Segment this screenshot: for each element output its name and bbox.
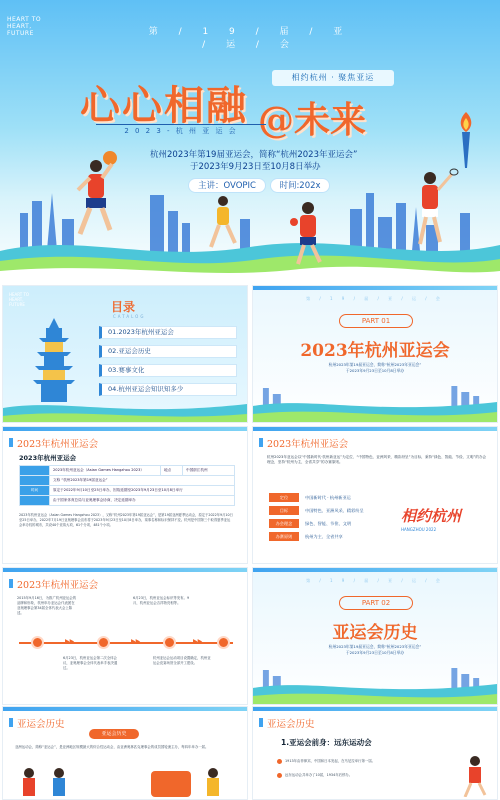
logo-subtext: HANGZHOU 2022 — [401, 527, 437, 532]
timeline-dot — [163, 636, 176, 649]
arrow-right-icon: ▶▶ — [131, 638, 141, 645]
table-cell — [20, 496, 50, 506]
slide-topbar — [253, 568, 497, 572]
table-cell: 由于国家体育总局与亚奥理事会协商，决定延期举办 — [50, 496, 235, 506]
slide-paragraph: 杭州2023年亚运会以“中国新时代·杭州新亚运”为定位、“中国特色、亚洲风采、精彩纷呈”为目标，秉持“绿色、智能、节俭、文明”的办会理念，坚持“杭州为主，全省共享”的办赛原则。 — [267, 455, 487, 465]
slide-topbar — [253, 707, 497, 711]
table-cell: 文称 “杭州2023年第19届亚运会” — [50, 476, 235, 486]
table-cell — [20, 466, 50, 476]
table-cell: 2023年杭州亚运会（Asian Games Hangzhou 2023） — [50, 466, 161, 476]
slide-topbar — [253, 286, 497, 290]
directory-subtitle: CATALOG — [113, 314, 146, 319]
badminton-player-illustration — [400, 168, 460, 248]
arrow-right-icon: ▶▶ — [65, 638, 75, 645]
heart-tagline-small: HEART TO HEART, FUTURE — [9, 292, 30, 307]
part-label: PART 01 — [339, 314, 413, 328]
goal-value: 中国新时代 · 杭州新亚运 — [305, 495, 351, 500]
timeline-text: 2015年9月16日，为推广杭州亚运会的品牌和形象，杭州申办亚运会代表团在亚奥理事会第34届全体代表大会上陈述。 — [17, 596, 77, 615]
slide-subtitle: 2023年杭州亚运会 — [19, 454, 77, 462]
slide-subtitle: 1.亚运会前身：远东运动会 — [281, 738, 372, 747]
arrow-right-icon: ▶▶ — [193, 638, 203, 645]
part-label: PART 02 — [339, 596, 413, 610]
timeline-dot — [217, 636, 230, 649]
slide-title: 亚运会历史 — [267, 716, 315, 730]
goal-value: 绿色、智能、节俭、文明 — [305, 521, 352, 526]
goal-key: 办赛原则 — [269, 532, 299, 541]
slide-history-intro[interactable] — [2, 706, 248, 800]
history-badge: 亚运会历史 — [89, 729, 139, 739]
slide-hangzhou-timeline[interactable] — [2, 567, 248, 705]
wave-decoration — [3, 394, 247, 422]
table-cell: 地点 — [161, 466, 183, 476]
edition-text: 第 / 1 9 / 届 / 亚 / 运 / 会 — [148, 27, 352, 50]
cover-title-main: 心心相融 — [80, 82, 248, 129]
torch-icon — [452, 110, 480, 170]
cover-subtitle: 2 0 2 3 - 杭 州 亚 运 会 — [96, 124, 266, 136]
edition-text-small: 第 / 1 9 / 届 / 亚 / 运 / 会 — [306, 578, 444, 583]
slide-title: 2023年杭州亚运会 — [267, 436, 348, 450]
logo-text: 相约杭州 — [401, 507, 462, 525]
slide-title: 2023年杭州亚运会 — [17, 577, 98, 591]
directory-item[interactable]: 04.杭州亚运会知识知多少 — [99, 383, 237, 396]
history-item: 远东运动会共举办了10届，1934年后停办。 — [277, 773, 447, 778]
slide-hangzhou-intro[interactable] — [2, 426, 248, 564]
slogan-tag: 相约杭州 · 聚焦亚运 — [272, 70, 394, 86]
slide-paragraph: 亚洲运动会，简称“亚运会”，是亚洲地区规模最大的综合性运动会，由亚洲奥林匹克理事会的成员国轮流主办，每四年举办一届。 — [15, 745, 209, 749]
timeline-text: 6月23日，杭州亚运会标识等发布。9月，杭州亚运会吉祥物亮相等。 — [133, 596, 190, 605]
slide-topbar — [3, 707, 247, 711]
slide-paragraph: 2023年杭州亚运会（Asian Games Hangzhou 2023），又称“杭州2023年第19届亚运会”，是第19届亚洲夏季运动会，原定于2022年9月10日至25日举办，2022年7月19日亚奥理事会宣布将于2023年9月23日至10月8日举办，赛事名称和标识保持不变。杭州是中国第三个取得夏季亚运会举办权的城市，共设40个竞赛大项，61个分项，481个小项。 — [19, 513, 233, 528]
info-table — [19, 465, 235, 506]
goal-row — [269, 506, 364, 515]
table-cell: 原定于2022年9月10日至25日举办，因故延期至2023年9月23日至10月8日举行 — [50, 486, 235, 496]
time-pill: 时间:202x — [270, 178, 330, 193]
runner-illustration — [205, 195, 239, 255]
slide-topbar — [3, 427, 247, 431]
slide-directory[interactable] — [2, 285, 248, 423]
goal-value: 中国特色、亚洲风采、精彩纷呈 — [305, 508, 364, 513]
directory-title: 目录 — [111, 300, 136, 314]
part-desc-line1: 杭州2023年第19届亚运会，简称“杭州2023年亚运会” — [328, 644, 422, 649]
table-cell — [20, 476, 50, 486]
goal-row — [269, 532, 343, 541]
skyline-wave-decoration — [253, 664, 497, 704]
goal-value: 杭州为主、全省共享 — [305, 534, 343, 539]
slide-part-01[interactable] — [252, 285, 498, 423]
cover-slide — [0, 0, 500, 283]
slide-topbar — [3, 568, 247, 572]
heart-tagline: HEART TO HEART, FUTURE — [7, 16, 42, 37]
timeline-dot — [97, 636, 110, 649]
table-cell: 中国浙江杭州 — [183, 466, 235, 476]
hangzhou-logo — [401, 505, 481, 539]
directory-item[interactable]: 03.赛事文化 — [99, 364, 237, 377]
table-tennis-player-illustration — [288, 200, 332, 266]
goal-row — [269, 493, 351, 502]
part-title: 亚运会历史 — [332, 623, 418, 643]
slide-title: 2023年杭州亚运会 — [17, 436, 98, 450]
cover-title-second: @未来 — [258, 99, 367, 141]
part-desc-line2: 于2023年9月23日至10月8日举办 — [345, 368, 405, 373]
timeline-text: 6月23日，杭州亚运会第二次全体会议，亚奥理事会全体代表举手表决通过。 — [63, 656, 118, 670]
cover-desc-line1: 杭州2023年第19届亚运会，简称“杭州2023年亚运会” — [150, 150, 358, 160]
athletes-illustration — [13, 765, 239, 800]
goal-key: 定位 — [269, 493, 299, 502]
cover-desc-line2: 于2023年9月23日至10月8日举办 — [190, 162, 321, 172]
athlete-illustration — [453, 753, 493, 797]
slide-title: 亚运会历史 — [17, 716, 65, 730]
host-pill: 主讲：OVOPIC — [188, 178, 266, 193]
goal-key: 办会理念 — [269, 519, 299, 528]
directory-item[interactable]: 02.亚运会历史 — [99, 345, 237, 358]
directory-item[interactable]: 01.2023年杭州亚运会 — [99, 326, 237, 339]
table-cell: 时间 — [20, 486, 50, 496]
history-item: 1913年由菲律宾、中国和日本发起，在马尼拉举行第一届。 — [277, 759, 447, 764]
timeline-text: 杭州亚运会运动项目设置确定，杭州亚运会竞赛场馆全部开工建设。 — [153, 656, 211, 665]
timeline-dot — [31, 636, 44, 649]
goal-key: 目标 — [269, 506, 299, 515]
slide-history-far-east[interactable] — [252, 706, 498, 800]
edition-text-small: 第 / 1 9 / 届 / 亚 / 运 / 会 — [306, 296, 444, 301]
part-title: 2023年杭州亚运会 — [300, 341, 450, 361]
basketball-player-illustration — [66, 150, 126, 240]
part-desc-line1: 杭州2023年第19届亚运会，简称“杭州2023年亚运会” — [328, 362, 422, 367]
goal-row — [269, 519, 351, 528]
skyline-wave-decoration — [253, 382, 497, 422]
slide-part-02[interactable] — [252, 567, 498, 705]
part-desc-line2: 于2023年9月23日至10月8日举办 — [345, 650, 405, 655]
slide-topbar — [253, 427, 497, 431]
slide-hangzhou-goals[interactable] — [252, 426, 498, 564]
